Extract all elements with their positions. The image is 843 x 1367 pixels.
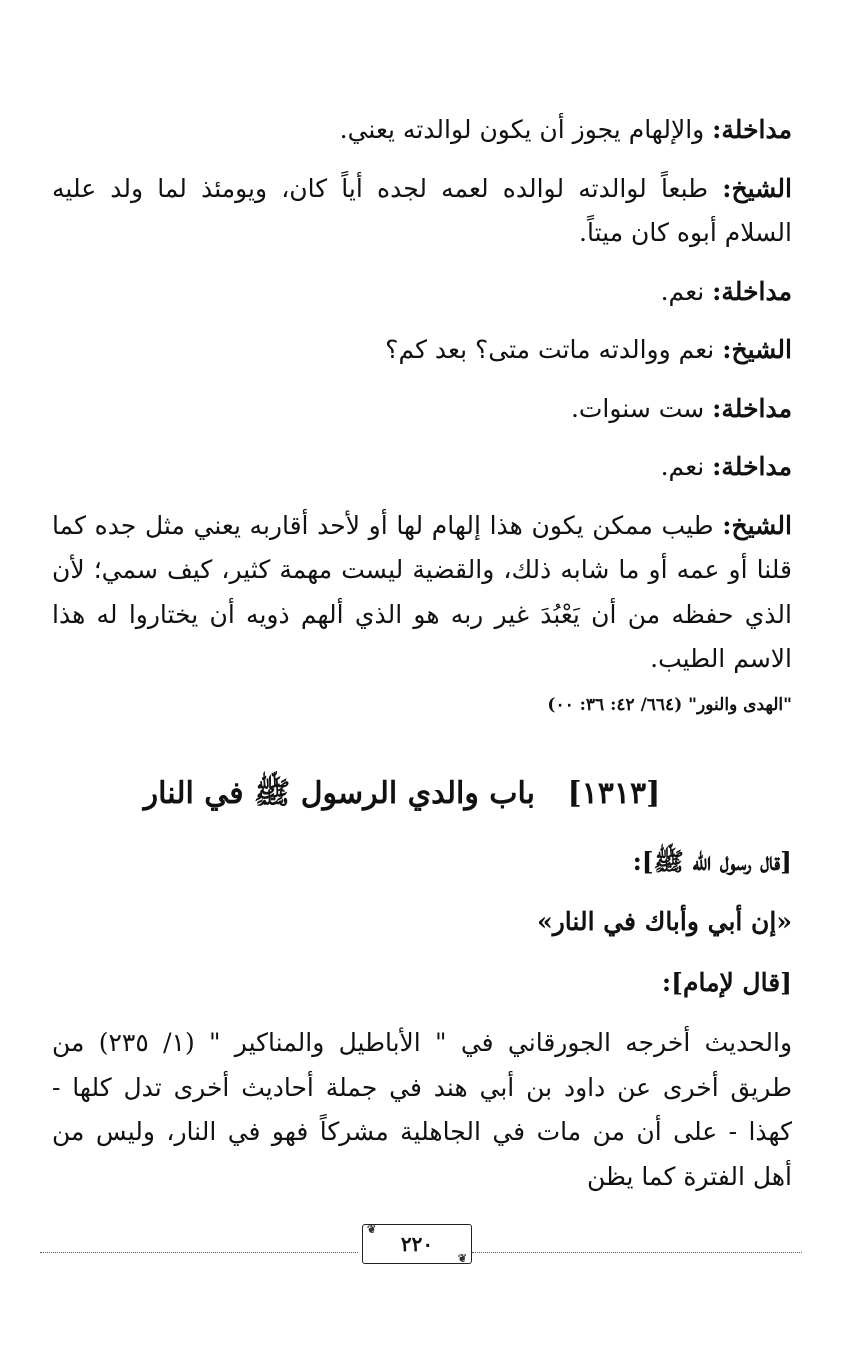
speaker-label: مداخلة: [712,276,792,306]
speaker-label: الشيخ: [722,510,792,540]
speaker-label: مداخلة: [712,393,792,423]
corner-ornament-icon: ❦ [457,1252,467,1265]
page-number: ٢٢٠ [400,1232,434,1256]
speaker-label: الشيخ: [722,335,792,364]
speaker-label: الشيخ: [722,173,792,203]
dialogue-text: طيب ممكن يكون هذا إلهام لها أو لأحد أقاربه يعني مثل جده كما قلنا أو عمه أو ما شابه ذلك، والقضية ليست مهمة كثير، كيف سمي؛ لأن الذي حفظه من أن يَعْبُدَ غير ربه هو الذي ألهم ذويه أن يختاروا له هذا الاسم الطيب. [52,510,792,673]
hadith-text: «إن أبي وأباك في النار» [537,907,792,937]
chapter-heading [52,775,792,818]
dialogue-text: طبعاً لوالدته لوالده لعمه لجده أياً كان، ويومئذ لما ولد عليه السلام أبوه كان ميتاً. [52,173,792,247]
dialogue-line [52,108,792,153]
speaker-label: مداخلة: [712,452,792,481]
dialogue-text: ست سنوات. [570,393,713,423]
dialogue-line [52,387,792,432]
dialogue-text: نعم. [660,452,713,481]
text-column [52,108,792,1213]
prophet-said-label: [قال رسول الله ﷺ]: [632,846,792,876]
source-reference: "الهدى والنور" (٦٦٤/ ٤٢: ٣٦: ٠٠) [547,694,792,715]
dialogue-line [52,445,792,490]
chapter-title: باب والدي الرسول ﷺ في النار [143,775,536,811]
dialogue-line [52,328,792,373]
dialogue-line [52,270,792,315]
page-number-frame [362,1224,472,1264]
imam-said-label: [قال لإمام]: [661,967,792,997]
commentary-paragraph: والحديث أخرجه الجورقاني في " الأباطيل والمناكير " (١/ ٢٣٥) من طريق أخرى عن داود بن أبي هند في جملة أحاديث أخرى تدل كلها - كهذا - على أن من مات في الجاهلية مشركاً فهو في النار، وليس من أهل الفترة كما يظن [52,1028,793,1191]
footer-divider-left [40,1252,358,1253]
page-footer [40,1223,802,1268]
corner-ornament-icon: ❦ [367,1223,377,1236]
chapter-number: [١٣١٣] [567,775,661,811]
footer-divider-right [472,1252,802,1253]
dialogue-text: والإلهام يجوز أن يكون لوالدته يعني. [339,115,713,144]
dialogue-line [52,504,792,682]
speaker-label: مداخلة: [712,115,792,144]
dialogue-text: نعم. [660,276,713,306]
dialogue-text: نعم ووالدته ماتت متى؟ بعد كم؟ [385,335,723,364]
dialogue-line [52,167,792,256]
